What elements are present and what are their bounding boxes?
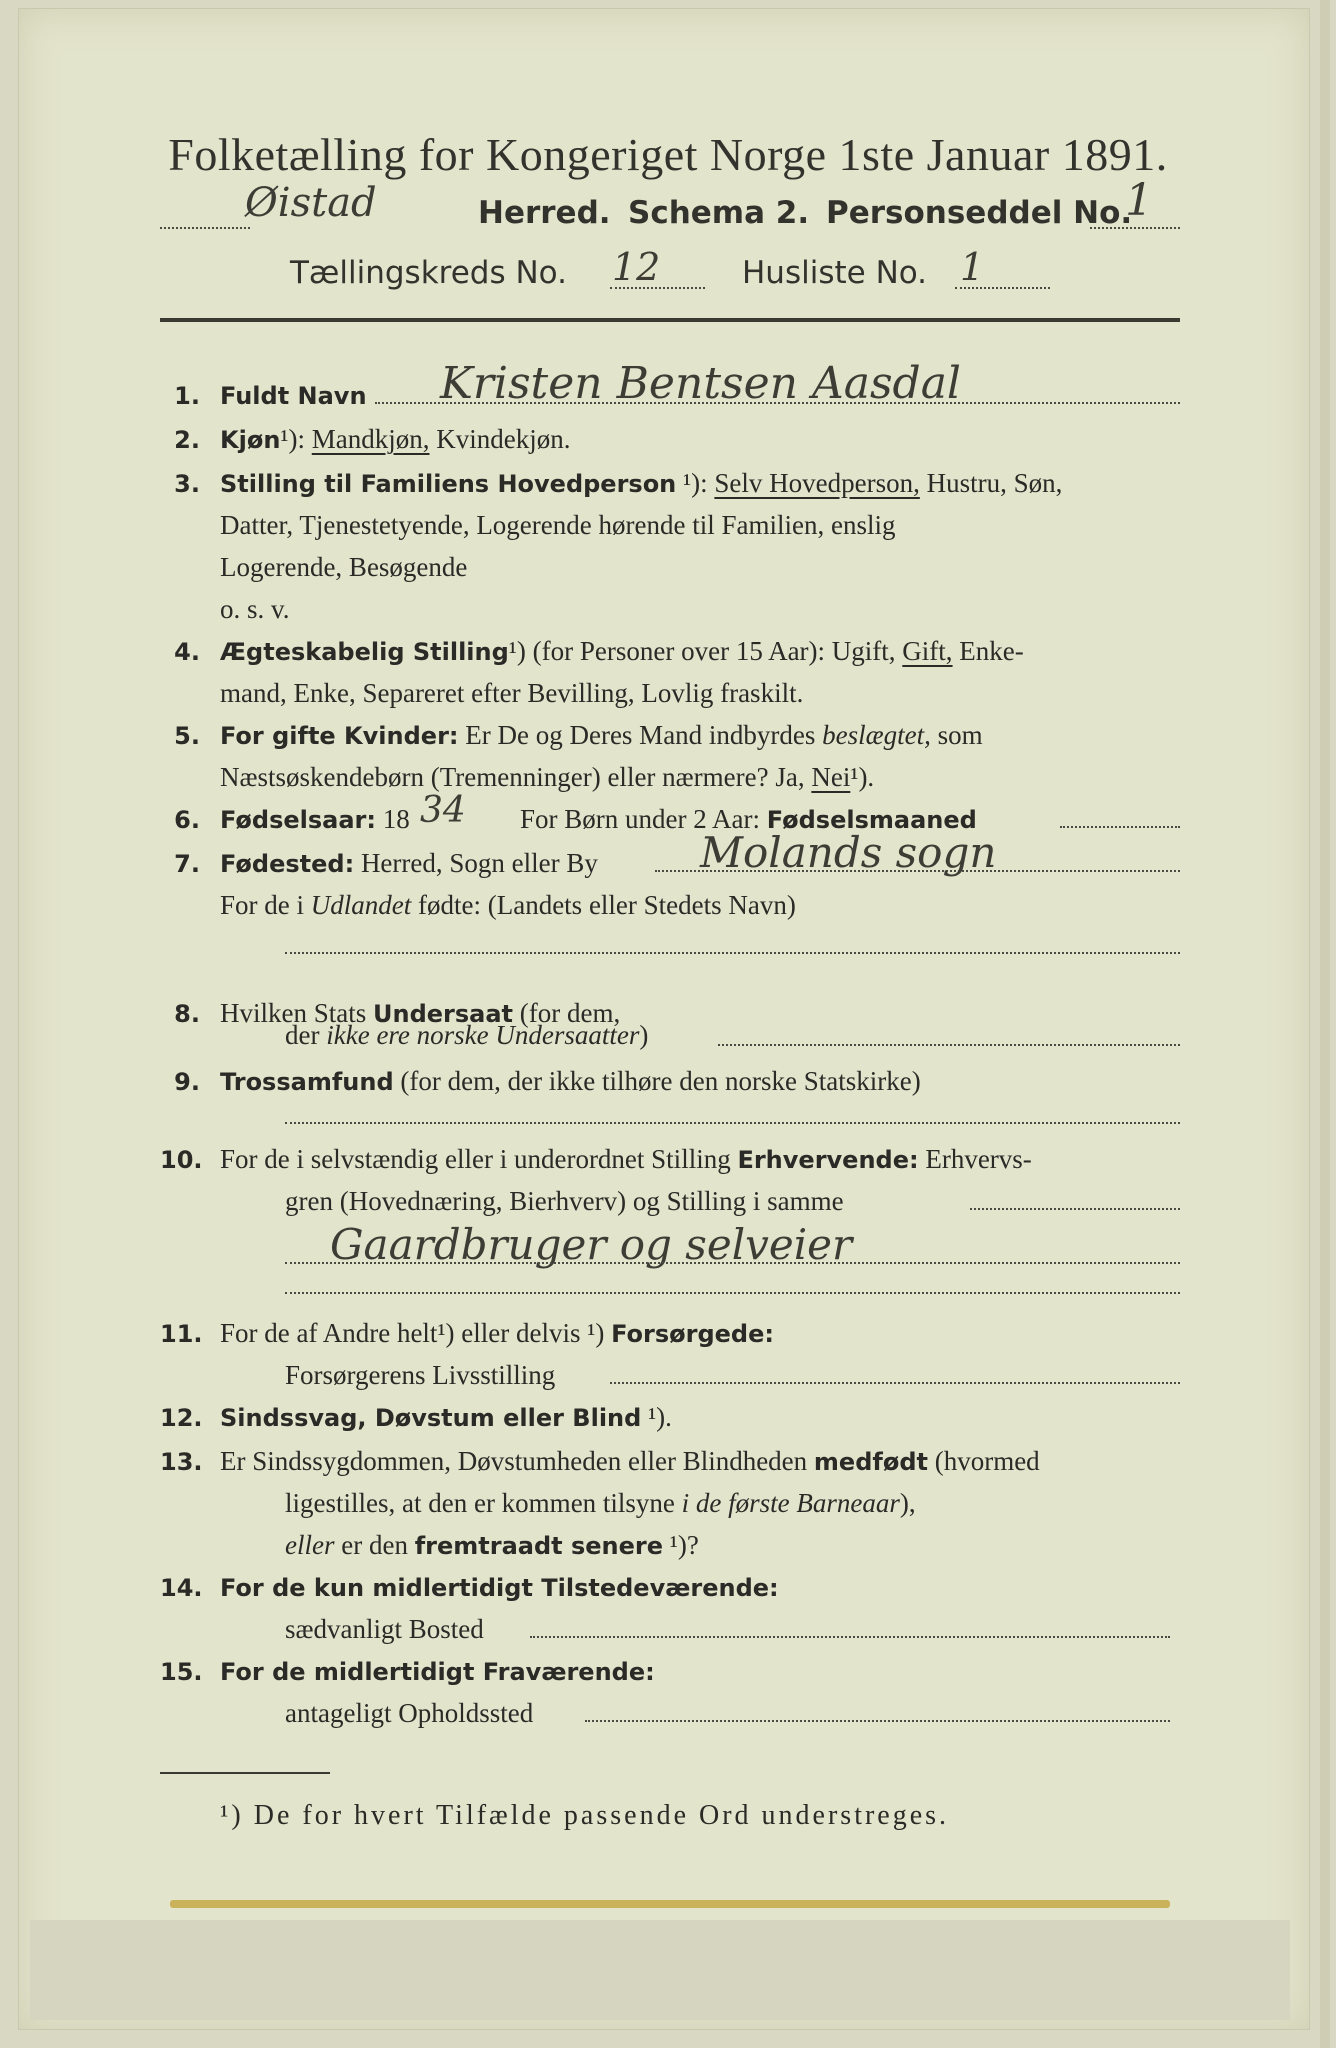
herred-dots	[160, 227, 250, 229]
q9-dots	[285, 1122, 1180, 1124]
q12-sup: ¹).	[648, 1402, 672, 1432]
q13-line2c: ),	[899, 1488, 916, 1518]
q6-label2: Fødselsmaaned	[766, 806, 977, 834]
q5-rest1c: som	[937, 720, 983, 750]
q14-number: 14.	[160, 1574, 203, 1602]
personseddel-dots	[1090, 227, 1180, 229]
q13-line3c: fremtraadt senere	[414, 1532, 664, 1560]
q5-option-nei: Nei	[811, 762, 851, 792]
q7-number: 7.	[174, 850, 200, 878]
husliste-label: Husliste No.	[742, 255, 928, 291]
q1-value: Kristen Bentsen Aasdal	[440, 358, 961, 409]
q4-rest1b: Enke-	[959, 636, 1024, 666]
q2-sup: ¹):	[280, 424, 305, 454]
q10-line4-dots	[285, 1292, 1180, 1294]
herred-value: Øistad	[245, 180, 377, 226]
q10-line2: gren (Hovednæring, Bierhverv) og Stilling i samme	[285, 1186, 844, 1216]
q8-line2	[285, 1020, 648, 1051]
q13-line3a: eller	[285, 1530, 335, 1560]
q9-number: 9.	[174, 1068, 200, 1096]
q8-line2a: der	[285, 1020, 320, 1050]
q1-label: Fuldt Navn	[220, 382, 367, 410]
q13-line2a: ligestilles, at den er kommen tilsyne	[285, 1488, 675, 1518]
q4-number: 4.	[174, 638, 200, 666]
q4-option-gift: Gift,	[902, 636, 953, 666]
q10-value: Gaardbruger og selveier	[330, 1220, 853, 1269]
q5-line2a: Næstsøskendebørn (Tremenninger) eller nærmere? Ja,	[220, 762, 805, 792]
q3-line3: Logerende, Besøgende	[220, 552, 468, 582]
personseddel-label: Personseddel No.	[826, 195, 1133, 231]
q13-line1a: Er Sindssygdommen, Døvstumheden eller Blindheden	[220, 1446, 808, 1476]
q6-rest: For Børn under 2 Aar:	[520, 804, 760, 834]
q3-rest1: Hustru, Søn,	[926, 468, 1063, 498]
q9-label: Trossamfund	[220, 1068, 394, 1096]
q1-number: 1.	[174, 382, 200, 410]
q4-sup: ¹)	[508, 636, 526, 666]
q4-line2: mand, Enke, Separeret efter Bevilling, Lovlig fraskilt.	[220, 678, 804, 708]
q13-number: 13.	[160, 1448, 203, 1476]
q3-number: 3.	[174, 470, 200, 498]
q11-dots	[610, 1382, 1180, 1384]
q2-option-mandkjon: Mandkjøn,	[311, 424, 430, 454]
q11-sup2: ¹)	[587, 1318, 605, 1348]
form-title: Folketælling for Kongeriget Norge 1ste Januar 1891.	[168, 129, 1168, 180]
q5-rest1b: beslægtet,	[822, 720, 931, 750]
q11-line1a: For de af Andre helt	[220, 1318, 438, 1348]
q15-line2: antageligt Opholdssted	[285, 1698, 534, 1728]
header-rule	[160, 318, 1180, 322]
q2-option-kvindekjon: Kvindekjøn.	[436, 424, 571, 454]
q6-number: 6.	[174, 806, 200, 834]
q10-number: 10.	[160, 1146, 203, 1174]
q10-line1c: Erhvervs-	[925, 1144, 1032, 1174]
kreds-dots	[610, 287, 705, 289]
q7-rest: Herred, Sogn eller By	[360, 848, 598, 878]
q14-dots	[530, 1636, 1170, 1638]
q6-prefix: 18	[382, 804, 410, 834]
q4-label: Ægteskabelig Stilling	[220, 638, 509, 666]
q3-line4: o. s. v.	[220, 594, 290, 624]
schema-label: Schema 2.	[628, 195, 810, 231]
personseddel-value: 1	[1125, 175, 1153, 226]
q7-label: Fødested:	[220, 850, 355, 878]
q13-line3d: ¹)?	[669, 1530, 699, 1560]
husliste-value: 1	[960, 245, 985, 289]
q10-line1a: For de i selvstændig eller i underordnet Stilling	[220, 1144, 731, 1174]
q8-line2b: ikke ere norske Undersaatter	[326, 1020, 640, 1050]
q9-rest: (for dem, der ikke tilhøre den norske Statskirke)	[400, 1066, 921, 1096]
q6-dots	[1060, 826, 1180, 828]
q12-number: 12.	[160, 1404, 203, 1432]
census-form-sheet	[18, 8, 1310, 2030]
q2-label: Kjøn	[220, 426, 281, 454]
q13-line2b: i de første Barneaar	[681, 1488, 900, 1518]
husliste-dots	[955, 287, 1050, 289]
q3-sup: ¹):	[683, 468, 708, 498]
q11-line2: Forsørgerens Livsstilling	[285, 1360, 556, 1390]
q5-line2b: ¹).	[850, 762, 875, 792]
worn-bottom-edge	[30, 1920, 1290, 2020]
q15-number: 15.	[160, 1658, 203, 1686]
q12-label: Sindssvag, Døvstum eller Blind	[220, 1404, 642, 1432]
q5-number: 5.	[174, 722, 200, 750]
q7-line2c: fødte: (Landets eller Stedets Navn)	[418, 890, 796, 920]
q3-line2: Datter, Tjenestetyende, Logerende hørende til Familien, enslig	[220, 510, 896, 540]
footnote-rule	[160, 1772, 330, 1774]
q14-label: For de kun midlertidigt Tilstedeværende:	[220, 1574, 779, 1602]
q2-number: 2.	[174, 426, 200, 454]
q11-line1b: eller delvis	[461, 1318, 581, 1348]
q7-line2b: Udlandet	[310, 890, 412, 920]
q7-value: Molands sogn	[700, 828, 997, 877]
q7-line2a: For de i	[220, 890, 304, 920]
q8-line1b: Undersaat	[373, 1000, 514, 1028]
q8-line1c: (for dem,	[519, 998, 621, 1028]
q14-line2: sædvanligt Bosted	[285, 1614, 484, 1644]
q8-number: 8.	[174, 1000, 200, 1028]
q8-line2c: )	[639, 1020, 649, 1050]
q10-line1b: Erhvervende:	[737, 1146, 919, 1174]
q6-label: Fødselsaar:	[220, 806, 376, 834]
q3-option-selv-hovedperson: Selv Hovedperson,	[714, 468, 920, 498]
q13-line3b: er den	[341, 1530, 408, 1560]
binding-strip	[170, 1900, 1170, 1908]
q13-line1c: (hvormed	[934, 1446, 1040, 1476]
kreds-label: Tællingskreds No.	[290, 255, 567, 291]
q11-number: 11.	[160, 1320, 203, 1348]
q5-rest1a: Er De og Deres Mand indbyrdes	[465, 720, 816, 750]
q15-label: For de midlertidigt Fraværende:	[220, 1658, 655, 1686]
paper-edge	[1320, 0, 1330, 2048]
herred-label: Herred.	[478, 195, 611, 231]
q7-line3-dots	[285, 952, 1180, 954]
q10-line2-dots	[970, 1208, 1180, 1210]
q10-line3-dots	[285, 1262, 1180, 1264]
q13-line1b: medfødt	[813, 1448, 928, 1476]
q11-line1c: Forsørgede:	[611, 1320, 774, 1348]
q15-dots	[585, 1720, 1170, 1722]
q8-dots	[718, 1044, 1180, 1046]
footnote: ¹) De for hvert Tilfælde passende Ord understreges.	[220, 1800, 950, 1831]
q11-sup1: ¹)	[437, 1318, 455, 1348]
q5-label: For gifte Kvinder:	[220, 722, 459, 750]
kreds-value: 12	[612, 245, 661, 289]
q8-line1a: Hvilken Stats	[220, 998, 367, 1028]
q6-value: 34	[420, 790, 466, 831]
q4-rest1a: (for Personer over 15 Aar): Ugift,	[532, 636, 896, 666]
q3-label: Stilling til Familiens Hovedperson	[220, 470, 677, 498]
